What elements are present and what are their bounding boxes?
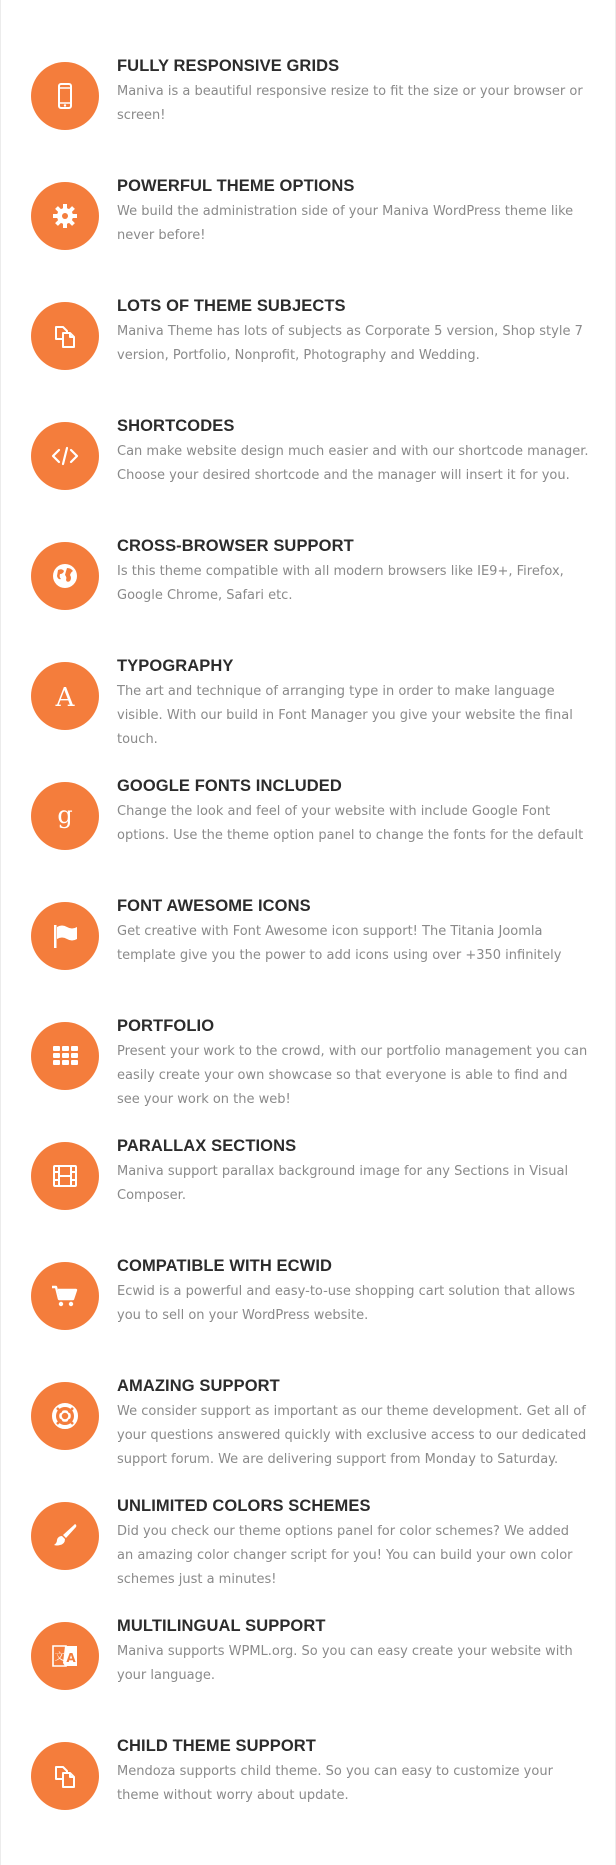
feature-item [1,776,616,896]
feature-item [1,416,616,536]
feature-title: AMAZING SUPPORT [117,1377,280,1395]
feature-item [1,1256,616,1376]
svg-text:A: A [55,683,75,713]
feature-title: GOOGLE FONTS INCLUDED [117,777,342,795]
svg-text:A: A [66,1651,76,1665]
feature-item [1,56,616,176]
feature-item [1,1736,616,1856]
feature-title: LOTS OF THEME SUBJECTS [117,297,346,315]
feature-description: Mendoza supports child theme. So you can easy to customize your theme without worry about update. [117,1764,553,1803]
life-ring-icon [31,1382,99,1450]
feature-item [1,656,616,776]
feature-title: POWERFUL THEME OPTIONS [117,177,355,195]
flag-icon [31,902,99,970]
paint-brush-icon [31,1502,99,1570]
feature-title: MULTILINGUAL SUPPORT [117,1617,326,1635]
feature-description: The art and technique of arranging type in order to make language visible. With our build in Font Manager you give your website the final touch. [117,684,573,747]
copy-files-icon [31,302,99,370]
svg-text:文: 文 [54,1652,65,1663]
feature-item [1,1616,616,1736]
feature-title: PARALLAX SECTIONS [117,1137,297,1155]
shopping-cart-icon [31,1262,99,1330]
feature-title: CHILD THEME SUPPORT [117,1737,316,1755]
feature-description: Maniva Theme has lots of subjects as Corporate 5 version, Shop style 7 version, Portfolio, Nonprofit, Photography and Wedding. [117,324,583,363]
feature-title: CROSS-BROWSER SUPPORT [117,537,354,555]
feature-item [1,1016,616,1136]
feature-description: Change the look and feel of your website with include Google Font options. Use the theme option panel to change the fonts for the default [117,804,584,843]
mobile-phone-icon [31,62,99,130]
svg-text:g: g [57,801,73,829]
feature-item [1,296,616,416]
feature-title: FULLY RESPONSIVE GRIDS [117,57,340,75]
feature-title: UNLIMITED COLORS SCHEMES [117,1497,371,1515]
feature-description: We consider support as important as our theme development. Get all of your questions answered quickly with exclusive access to our dedicated support forum. We are delivering support from Monday to Saturday. [117,1404,587,1467]
feature-title: COMPATIBLE WITH ECWID [117,1257,333,1275]
feature-item [1,536,616,656]
language-icon [31,1622,99,1690]
feature-title: FONT AWESOME ICONS [117,897,311,915]
code-icon [31,422,99,490]
feature-description: Maniva is a beautiful responsive resize to fit the size or your browser or screen! [117,84,583,123]
feature-description: We build the administration side of your Maniva WordPress theme like never before! [117,204,574,243]
feature-description: Present your work to the crowd, with our portfolio management you can easily create your own showcase so that everyone is able to find and see your work on the web! [117,1044,588,1107]
feature-title: SHORTCODES [117,417,235,435]
google-icon [31,782,99,850]
feature-description: Maniva supports WPML.org. So you can easy create your website with your language. [117,1644,573,1683]
globe-icon [31,542,99,610]
copy-files-icon [31,1742,99,1810]
typography-icon [31,662,99,730]
feature-item [1,176,616,296]
grid-icon [31,1022,99,1090]
feature-item [1,896,616,1016]
feature-description: Can make website design much easier and with our shortcode manager. Choose your desired shortcode and the manager will insert it for you. [117,444,589,483]
feature-title: PORTFOLIO [117,1017,215,1035]
feature-item [1,1376,616,1496]
film-icon [31,1142,99,1210]
gear-icon [31,182,99,250]
feature-description: Ecwid is a powerful and easy-to-use shopping cart solution that allows you to sell on your WordPress website. [117,1284,576,1323]
feature-description: Did you check our theme options panel for color schemes? We added an amazing color changer script for you! You can build your own color schemes just a minutes! [117,1524,573,1587]
feature-description: Get creative with Font Awesome icon support! The Titania Joomla template give you the power to add icons using over +350 infinitely [117,924,562,963]
feature-item [1,1496,616,1616]
feature-item [1,1136,616,1256]
feature-description: Is this theme compatible with all modern browsers like IE9+, Firefox, Google Chrome, Safari etc. [117,564,564,603]
feature-description: Maniva support parallax background image for any Sections in Visual Composer. [117,1164,569,1203]
feature-title: TYPOGRAPHY [117,657,234,675]
